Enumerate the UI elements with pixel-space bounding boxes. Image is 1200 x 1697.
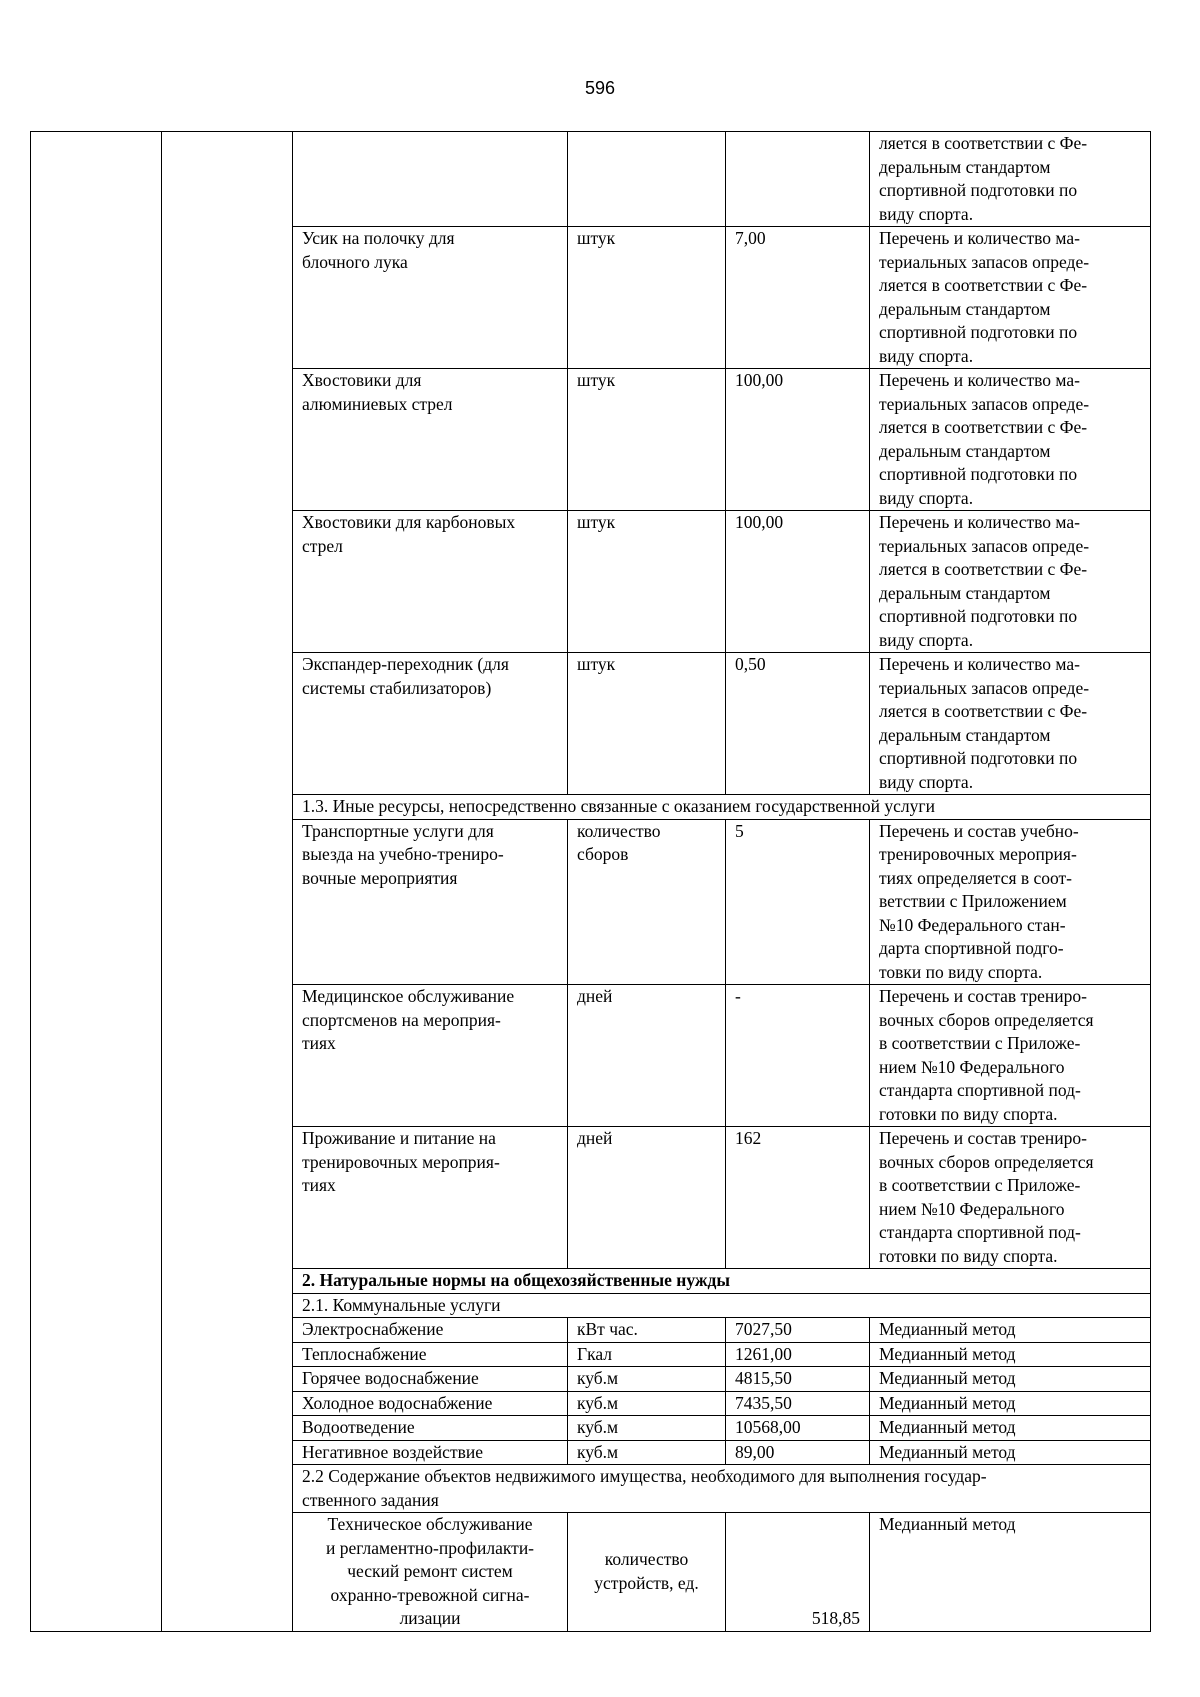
subsection-heading: 2.2 Содержание объектов недвижимого имущества, необходимого для выполнения государ- ственного задания xyxy=(293,1465,1151,1513)
name-cell: Теплоснабжение xyxy=(293,1342,568,1367)
name-cell xyxy=(293,132,568,227)
note-cell: Перечень и состав трениро- вочных сборов определяется в соответствии с Приложе- нием №10 Федерального стандарта спортивной под- готовки по виду спорта. xyxy=(870,985,1151,1127)
name-cell: Транспортные услуги для выезда на учебно-трениро- вочные мероприятия xyxy=(293,819,568,985)
name-cell: Хвостовики для алюминиевых стрел xyxy=(293,369,568,511)
name-cell: Техническое обслуживание и регламентно-профилакти- ческий ремонт систем охранно-тревожной сигна- лизации xyxy=(293,1513,568,1632)
note-cell: Перечень и количество ма- териальных запасов опреде- ляется в соответствии с Фе- деральным стандартом спортивной подготовки по виду спорта. xyxy=(870,511,1151,653)
subsection-heading: 2.1. Коммунальные услуги xyxy=(293,1293,1151,1318)
name-cell: Экспандер-переходник (для системы стабилизаторов) xyxy=(293,653,568,795)
value-cell: 1261,00 xyxy=(726,1342,870,1367)
blank-column-2 xyxy=(162,132,293,1632)
method-cell: Медианный метод xyxy=(870,1416,1151,1441)
page-number: 596 xyxy=(584,78,616,98)
method-cell: Медианный метод xyxy=(870,1391,1151,1416)
method-cell: Медианный метод xyxy=(870,1367,1151,1392)
table-row xyxy=(31,132,1151,227)
unit-cell: дней xyxy=(568,985,726,1127)
value-cell: 100,00 xyxy=(726,511,870,653)
unit-cell: куб.м xyxy=(568,1416,726,1441)
section-heading: 1.3. Иные ресурсы, непосредственно связанные с оказанием государственной услуги xyxy=(293,795,1151,820)
unit-cell: куб.м xyxy=(568,1440,726,1465)
unit-cell: количество сборов xyxy=(568,819,726,985)
unit-cell xyxy=(568,132,726,227)
name-cell: Медицинское обслуживание спортсменов на мероприя- тиях xyxy=(293,985,568,1127)
section-heading: 2. Натуральные нормы на общехозяйственные нужды xyxy=(293,1269,1151,1294)
note-cell: Перечень и количество ма- териальных запасов опреде- ляется в соответствии с Фе- деральным стандартом спортивной подготовки по виду спорта. xyxy=(870,227,1151,369)
method-cell: Медианный метод xyxy=(870,1318,1151,1343)
name-cell: Горячее водоснабжение xyxy=(293,1367,568,1392)
value-cell xyxy=(726,132,870,227)
note-cell: ляется в соответствии с Фе- деральным стандартом спортивной подготовки по виду спорта. xyxy=(870,132,1151,227)
value-cell: - xyxy=(726,985,870,1127)
resource-norms-table xyxy=(30,131,1151,1632)
unit-cell: штук xyxy=(568,369,726,511)
name-cell: Холодное водоснабжение xyxy=(293,1391,568,1416)
blank-column-1 xyxy=(31,132,162,1632)
unit-cell: дней xyxy=(568,1127,726,1269)
name-cell: Электроснабжение xyxy=(293,1318,568,1343)
value-cell: 0,50 xyxy=(726,653,870,795)
method-cell: Медианный метод xyxy=(870,1342,1151,1367)
value-cell: 7027,50 xyxy=(726,1318,870,1343)
value-cell: 7435,50 xyxy=(726,1391,870,1416)
unit-cell: Гкал xyxy=(568,1342,726,1367)
note-cell: Перечень и количество ма- териальных запасов опреде- ляется в соответствии с Фе- деральным стандартом спортивной подготовки по виду спорта. xyxy=(870,369,1151,511)
unit-cell: штук xyxy=(568,653,726,795)
name-cell: Негативное воздействие xyxy=(293,1440,568,1465)
name-cell: Водоотведение xyxy=(293,1416,568,1441)
value-cell: 162 xyxy=(726,1127,870,1269)
unit-cell: количество устройств, ед. xyxy=(568,1513,726,1632)
name-cell: Проживание и питание на тренировочных мероприя- тиях xyxy=(293,1127,568,1269)
unit-cell: куб.м xyxy=(568,1367,726,1392)
method-cell: Медианный метод xyxy=(870,1440,1151,1465)
note-cell: Перечень и состав трениро- вочных сборов определяется в соответствии с Приложе- нием №10 Федерального стандарта спортивной под- готовки по виду спорта. xyxy=(870,1127,1151,1269)
value-cell: 4815,50 xyxy=(726,1367,870,1392)
value-cell: 7,00 xyxy=(726,227,870,369)
name-cell: Хвостовики для карбоновых стрел xyxy=(293,511,568,653)
unit-cell: штук xyxy=(568,227,726,369)
value-cell: 10568,00 xyxy=(726,1416,870,1441)
value-cell: 5 xyxy=(726,819,870,985)
value-cell: 89,00 xyxy=(726,1440,870,1465)
unit-cell: кВт час. xyxy=(568,1318,726,1343)
note-cell: Перечень и количество ма- териальных запасов опреде- ляется в соответствии с Фе- деральным стандартом спортивной подготовки по виду спорта. xyxy=(870,653,1151,795)
unit-cell: куб.м xyxy=(568,1391,726,1416)
note-cell: Перечень и состав учебно- тренировочных мероприя- тиях определяется в соот- ветствии с Приложением №10 Федерального стан- дарта спортивной подго- товки по виду спорта. xyxy=(870,819,1151,985)
unit-cell: штук xyxy=(568,511,726,653)
method-cell: Медианный метод xyxy=(870,1513,1151,1632)
value-cell: 100,00 xyxy=(726,369,870,511)
name-cell: Усик на полочку для блочного лука xyxy=(293,227,568,369)
value-cell: 518,85 xyxy=(726,1513,870,1632)
